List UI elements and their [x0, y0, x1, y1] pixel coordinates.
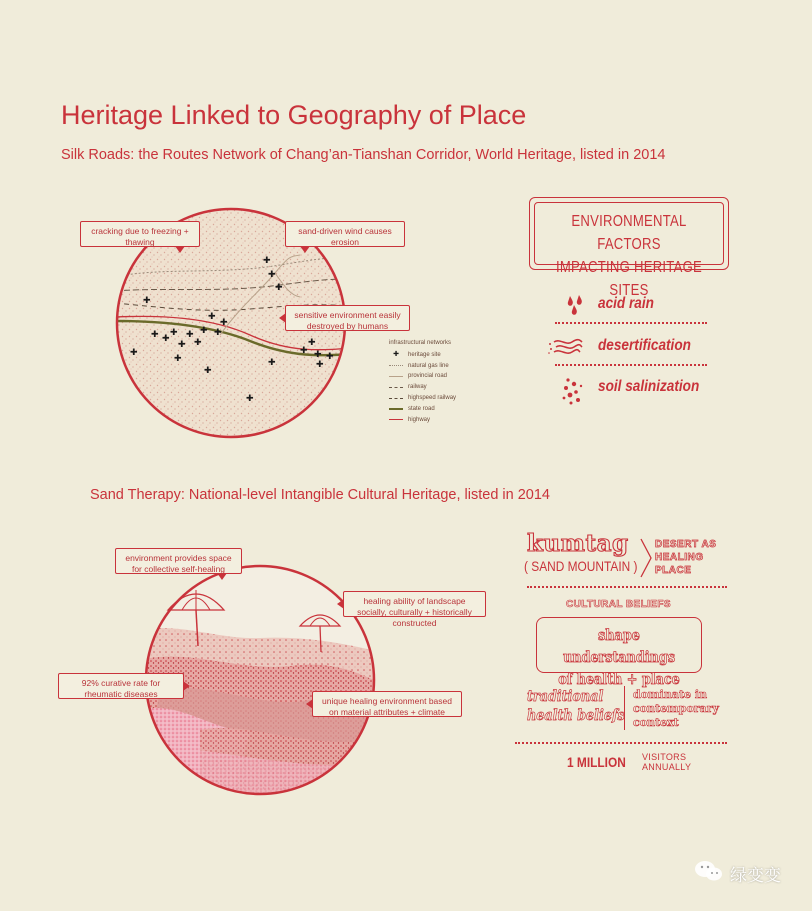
- svg-text:✚: ✚: [308, 337, 316, 347]
- environmental-factors-box: [529, 197, 729, 299]
- env-heading-line1: ENVIRONMENTAL FACTORS: [571, 213, 687, 253]
- legend-heading: infrastructural networks: [389, 340, 452, 346]
- env-heading-line2: IMPACTING HERITAGE SITES: [555, 259, 703, 299]
- infrastructure-legend: [389, 338, 456, 425]
- svg-text:✚: ✚: [151, 329, 159, 339]
- legend-swatch: [389, 419, 403, 420]
- desert-line: PLACE: [655, 565, 692, 576]
- traditional-health-beliefs: [527, 687, 625, 725]
- legend-swatch: [389, 365, 403, 366]
- legend-swatch: [389, 376, 403, 377]
- svg-text:✚: ✚: [268, 357, 276, 367]
- legend-item: [389, 361, 456, 372]
- page-title: Heritage Linked to Geography of Place: [61, 100, 527, 130]
- legend-item: [389, 371, 456, 382]
- legend-label: provincial road: [408, 373, 448, 380]
- callout-unique-environment: unique healing environment based on material attributes + climate: [312, 691, 462, 717]
- shape-understandings-box: [536, 617, 702, 688]
- legend-label: heritage site: [408, 351, 441, 358]
- callout-sensitive-environment: sensitive environment easily destroyed by humans: [285, 305, 410, 331]
- dotted-divider: [515, 742, 727, 744]
- visitors-annually-label: [642, 752, 691, 772]
- svg-text:✚: ✚: [220, 317, 228, 327]
- visitors-line: VISITORS: [642, 752, 687, 762]
- sand-therapy-subtitle: Sand Therapy: National-level Intangible Cultural Heritage, listed in 2014: [90, 487, 550, 503]
- legend-item: [389, 393, 456, 404]
- visitors-line: ANNUALLY: [642, 762, 692, 772]
- legend-label: natural gas line: [408, 362, 449, 369]
- svg-text:✚: ✚: [174, 353, 182, 363]
- dom-line: contemporary: [633, 702, 719, 715]
- legend-swatch: [389, 398, 403, 399]
- wechat-icon: [694, 859, 724, 883]
- dotted-divider: [555, 322, 707, 324]
- desert-healing-place: [655, 538, 716, 577]
- salt-crystals-icon: [560, 376, 586, 406]
- svg-text:✚: ✚: [143, 295, 151, 305]
- svg-text:✚: ✚: [178, 339, 186, 349]
- kumtag-label: kumtag: [527, 530, 629, 557]
- svg-text:✚: ✚: [246, 393, 254, 403]
- dom-line: context: [633, 716, 679, 729]
- factor-desertification: desertification: [598, 337, 691, 354]
- desert-line: DESERT AS: [655, 539, 717, 550]
- callout-wind-erosion: sand-driven wind causes erosion: [285, 221, 405, 247]
- svg-text:✚: ✚: [268, 269, 276, 279]
- svg-text:✚: ✚: [314, 349, 322, 359]
- trad-line: health beliefs: [527, 707, 625, 724]
- legend-item: [389, 404, 456, 415]
- svg-text:✚: ✚: [214, 327, 222, 337]
- legend-label: highspeed railway: [408, 394, 457, 401]
- callout-freezing: cracking due to freezing + thawing: [80, 221, 200, 247]
- svg-text:✚: ✚: [194, 337, 202, 347]
- dotted-divider: [527, 586, 727, 588]
- silk-roads-subtitle: Silk Roads: the Routes Network of Chang’an-Tianshan Corridor, World Heritage, listed in 2014: [61, 147, 666, 163]
- dotted-divider: [555, 364, 707, 366]
- legend-item: [389, 415, 456, 426]
- legend-item: [389, 382, 456, 393]
- callout-self-healing: environment provides space for collective self-healing: [115, 548, 242, 574]
- legend-item: [389, 350, 456, 361]
- svg-text:✚: ✚: [186, 329, 194, 339]
- svg-text:✚: ✚: [170, 327, 178, 337]
- factor-acid-rain: acid rain: [598, 295, 654, 312]
- watermark-brand: 绿变变: [730, 866, 781, 886]
- svg-text:✚: ✚: [263, 255, 271, 265]
- callout-landscape-constructed: healing ability of landscape socially, culturally + historically constructed: [343, 591, 486, 617]
- svg-text:✚: ✚: [208, 311, 216, 321]
- svg-text:✚: ✚: [162, 333, 170, 343]
- svg-text:✚: ✚: [204, 365, 212, 375]
- million-visitors-count: 1 MILLION: [567, 754, 626, 770]
- env-factors-heading: [548, 210, 710, 302]
- shape-line: of health + place: [558, 670, 680, 688]
- callout-curative-rate: 92% curative rate for rheumatic diseases: [58, 673, 184, 699]
- trad-line: traditional: [527, 688, 604, 705]
- legend-swatch: [389, 387, 403, 388]
- desert-line: HEALING: [655, 552, 704, 563]
- svg-text:✚: ✚: [275, 282, 283, 292]
- legend-label: state road: [408, 405, 435, 412]
- svg-text:✚: ✚: [316, 359, 324, 369]
- legend-label: highway: [408, 416, 431, 423]
- svg-text:✚: ✚: [130, 347, 138, 357]
- shape-understandings-text: [549, 624, 688, 690]
- legend-label: railway: [408, 384, 427, 391]
- wind-sand-icon: [548, 336, 584, 358]
- svg-text:✚: ✚: [200, 325, 208, 335]
- sand-mountain-label: ( SAND MOUNTAIN ): [524, 558, 638, 574]
- chevron-right-icon: [640, 538, 652, 578]
- dominate-contemporary: [633, 688, 719, 730]
- cultural-beliefs-label: CULTURAL BELIEFS: [566, 599, 671, 610]
- raindrops-icon: [565, 294, 587, 316]
- vertical-divider: [624, 686, 625, 730]
- plus-marker-icon: ✚: [393, 350, 399, 358]
- dom-line: dominate in: [633, 688, 708, 701]
- factor-soil-salinization: soil salinization: [598, 378, 700, 395]
- svg-text:✚: ✚: [300, 345, 308, 355]
- shape-line: shape understandings: [562, 626, 676, 666]
- legend-swatch: [389, 408, 403, 410]
- svg-text:✚: ✚: [326, 351, 334, 361]
